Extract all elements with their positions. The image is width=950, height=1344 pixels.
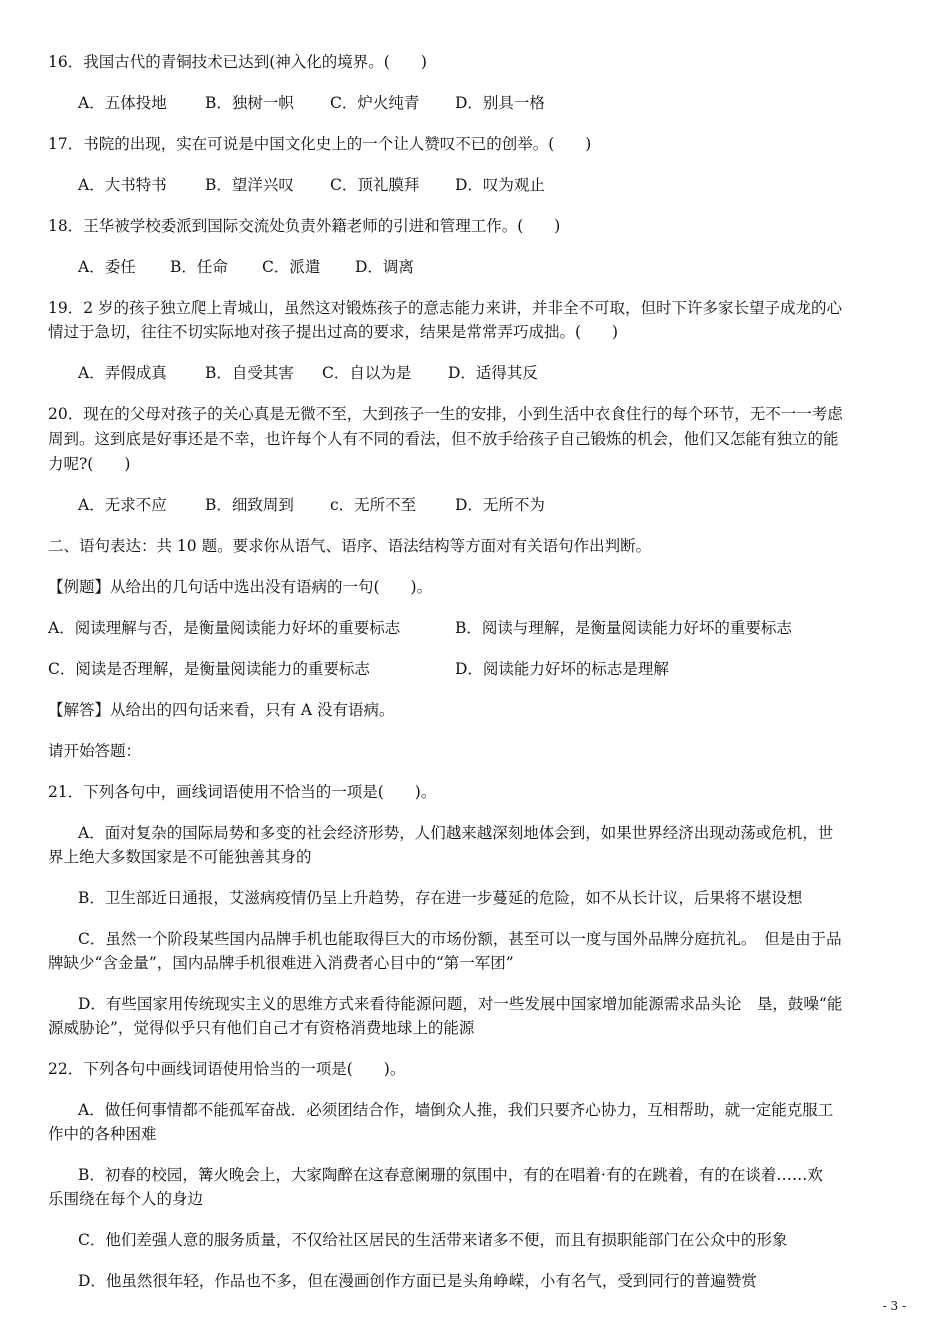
q17-option-a: A．大书特书	[78, 176, 167, 194]
q22-option-d: D．他虽然很年轻，作品也不多，但在漫画创作方面已是头角峥嵘，小有名气，受到同行的普遍赞赏	[78, 1272, 757, 1290]
q21-option-c-line-2: 牌缺少“含金量”，国内品牌手机很难进入消费者心目中的“第一军团”	[48, 954, 514, 972]
q16-option-a: A．五体投地	[78, 94, 167, 112]
q20-stem-line-2: 周到。这到底是好事还是不幸，也许每个人有不同的看法，但不放手给孩子自己锻炼的机会，他们又怎能有独立的能	[48, 430, 839, 448]
q20-option-d: D．无所不为	[455, 496, 545, 514]
q21-option-d-line-2: 源威胁论”，觉得似乎只有他们自己才有资格消费地球上的能源	[48, 1019, 475, 1037]
q17-option-c: C．顶礼膜拜	[330, 176, 420, 194]
q18-stem: 18．王华被学校委派到国际交流处负责外籍老师的引进和管理工作。( )	[48, 217, 561, 235]
example-question: 【例题】从给出的几句话中选出没有语病的一句( )。	[48, 578, 433, 596]
q17-stem: 17．书院的出现，实在可说是中国文化史上的一个让人赞叹不已的创举。( )	[48, 135, 592, 153]
q17-option-d: D．叹为观止	[455, 176, 545, 194]
q19-option-d: D．适得其反	[448, 364, 538, 382]
q20-option-c: c．无所不至	[330, 496, 417, 514]
q22-option-b-line-2: 乐围绕在每个人的身边	[48, 1190, 204, 1208]
example-option-a: A．阅读理解与否，是衡量阅读能力好坏的重要标志	[48, 619, 401, 637]
example-answer: 【解答】从给出的四句话来看，只有 A 没有语病。	[48, 701, 395, 719]
q21-option-a-line-2: 界上绝大多数国家是不可能独善其身的	[48, 848, 312, 866]
q19-stem-line-1: 19．2 岁的孩子独立爬上青城山，虽然这对锻炼孩子的意志能力来讲，并非全不可取，但时下许多家长望子成龙的心	[48, 299, 843, 317]
q20-option-b: B．细致周到	[205, 496, 294, 514]
q21-stem: 21．下列各句中，画线词语使用不恰当的一项是( )。	[48, 783, 437, 801]
q16-option-c: C．炉火纯青	[330, 94, 420, 112]
q18-option-b: B．任命	[170, 258, 228, 276]
q20-stem-line-3: 力呢?( )	[48, 455, 131, 473]
q22-stem: 22．下列各句中画线词语使用恰当的一项是( )。	[48, 1060, 406, 1078]
q20-stem-line-1: 20．现在的父母对孩子的关心真是无微不至，大到孩子一生的安排，小到生活中衣食住行的每个环节，无不一一考虑	[48, 405, 843, 423]
q19-stem-line-2: 情过于急切，往往不切实际地对孩子提出过高的要求，结果是常常弄巧成拙。( )	[48, 323, 619, 341]
page-number: - 3 -	[882, 1299, 906, 1313]
q22-option-a-line-1: A．做任何事情都不能孤军奋战．必须团结合作，墙倒众人推，我们只要齐心协力，互相帮助，就一定能克服工	[78, 1101, 834, 1119]
q21-option-c-line-1: C．虽然一个阶段某些国内品牌手机也能取得巨大的市场份额，甚至可以一度与国外品牌分庭抗礼。 但是由于品	[78, 930, 842, 948]
q21-option-b: B．卫生部近日通报，艾滋病疫情仍呈上升趋势，存在进一步蔓延的危险，如不从长计议，后果将不堪设想	[78, 889, 803, 907]
q18-option-c: C．派遣	[262, 258, 321, 276]
q19-option-b: B．自受其害	[205, 364, 294, 382]
q16-stem: 16．我国古代的青铜技术已达到(神入化的境界。( )	[48, 53, 427, 71]
q16-option-b: B．独树一帜	[205, 94, 294, 112]
q20-option-a: A．无求不应	[78, 496, 167, 514]
q22-option-b-line-1: B．初春的校园，篝火晚会上，大家陶醉在这春意阑珊的氛围中，有的在唱着·有的在跳着，有的在谈着……欢	[78, 1166, 823, 1184]
example-option-d: D．阅读能力好坏的标志是理解	[455, 660, 669, 678]
q17-option-b: B．望洋兴叹	[205, 176, 294, 194]
example-option-b: B．阅读与理解，是衡量阅读能力好坏的重要标志	[455, 619, 792, 637]
q22-option-a-line-2: 作中的各种困难	[48, 1125, 157, 1143]
q21-option-d-line-1: D．有些国家用传统现实主义的思维方式来看待能源问题，对一些发展中国家增加能源需求品头论 垦，鼓噪“能	[78, 995, 843, 1013]
q16-option-d: D．别具一格	[455, 94, 545, 112]
q19-option-a: A．弄假成真	[78, 364, 167, 382]
q18-option-d: D．调离	[355, 258, 414, 276]
q18-option-a: A．委任	[78, 258, 136, 276]
start-prompt: 请开始答题：	[48, 742, 142, 760]
section-2-heading: 二、语句表达：共 10 题。要求你从语气、语序、语法结构等方面对有关语句作出判断。	[48, 537, 652, 555]
q22-option-c: C．他们差强人意的服务质量，不仅给社区居民的生活带来诸多不便，而且有损职能部门在公众中的形象	[78, 1231, 788, 1249]
q21-option-a-line-1: A．面对复杂的国际局势和多变的社会经济形势，人们越来越深刻地体会到，如果世界经济出现动荡或危机，世	[78, 824, 834, 842]
example-option-c: C．阅读是否理解，是衡量阅读能力的重要标志	[48, 660, 370, 678]
q19-option-c: C．自以为是	[322, 364, 412, 382]
